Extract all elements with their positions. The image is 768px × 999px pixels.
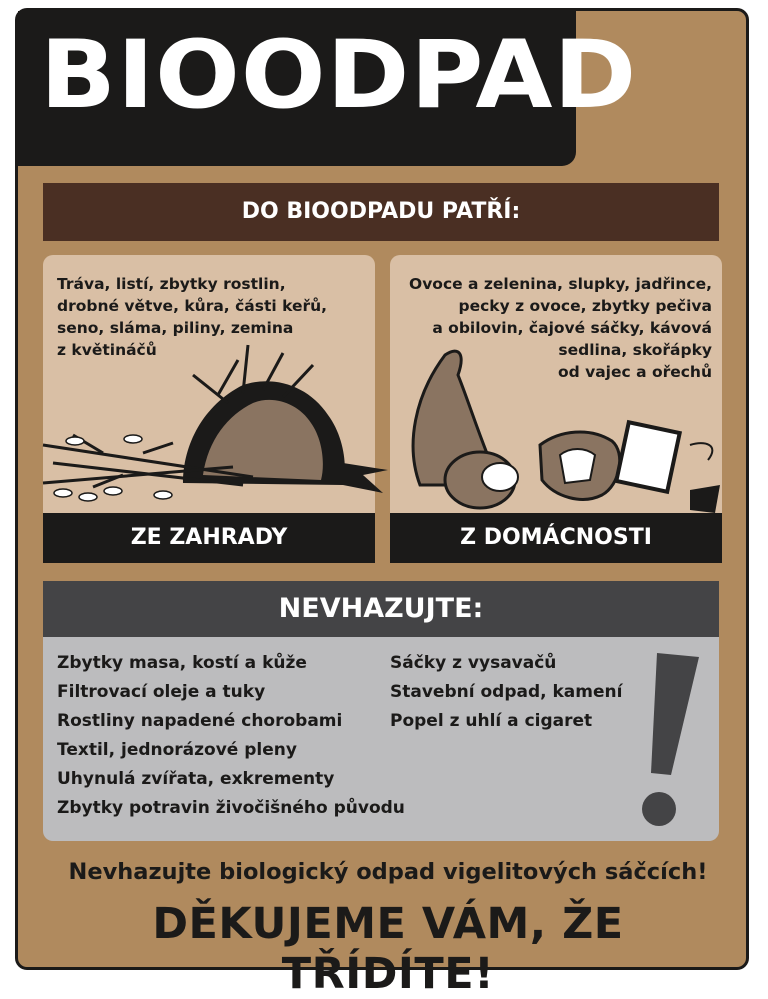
- exclamation-icon: [627, 643, 707, 833]
- garden-line: seno, sláma, piliny, zemina: [57, 319, 294, 337]
- household-line: a obilovin, čajové sáčky, kávová: [432, 319, 712, 337]
- garden-line: z květináčů: [57, 341, 157, 359]
- garden-label: ZE ZAHRADY: [43, 513, 375, 563]
- household-card: [390, 255, 722, 563]
- do-not-panel: [43, 637, 719, 841]
- do-not-list-left: [57, 649, 405, 823]
- footer-note: Nevhazujte biologický odpad vigelitových sáčcích!: [68, 859, 708, 885]
- garden-card: [43, 255, 375, 563]
- household-label: Z DOMÁCNOSTI: [390, 513, 722, 563]
- do-not-item: Rostliny napadené chorobami: [57, 711, 343, 731]
- do-not-item: Zbytky potravin živočišného původu: [57, 798, 405, 818]
- do-not-item: Zbytky masa, kostí a kůže: [57, 653, 307, 673]
- garden-line: drobné větve, kůra, části keřů,: [57, 297, 328, 315]
- household-line: sedlina, skořápky: [558, 341, 712, 359]
- do-not-item: Popel z uhlí a cigaret: [390, 711, 593, 731]
- do-not-item: Textil, jednorázové pleny: [57, 740, 297, 760]
- household-line: od vajec a ořechů: [557, 363, 712, 381]
- do-not-heading: NEVHAZUJTE:: [43, 581, 719, 637]
- do-not-item: Filtrovací oleje a tuky: [57, 682, 266, 702]
- do-not-item: Stavební odpad, kamení: [390, 682, 623, 702]
- do-not-item: Sáčky z vysavačů: [390, 653, 557, 673]
- household-line: Ovoce a zelenina, slupky, jadřince,: [409, 275, 712, 293]
- poster-title: BIOODPAD: [40, 21, 638, 130]
- garden-line: Tráva, listí, zbytky rostlin,: [57, 275, 286, 293]
- footer-thanks: DĚKUJEME VÁM, ŽE TŘÍDÍTE!: [152, 899, 624, 999]
- kitchen-waste-illustration: [390, 335, 722, 513]
- household-line: pecky z ovoce, zbytky pečiva: [458, 297, 712, 315]
- title-box: [18, 11, 638, 166]
- garden-waste-illustration: [43, 335, 375, 513]
- do-not-list-right: [390, 649, 622, 736]
- belongs-heading: DO BIOODPADU PATŘÍ:: [43, 183, 719, 241]
- poster: [15, 8, 749, 999]
- do-not-item: Uhynulá zvířata, exkrementy: [57, 769, 335, 789]
